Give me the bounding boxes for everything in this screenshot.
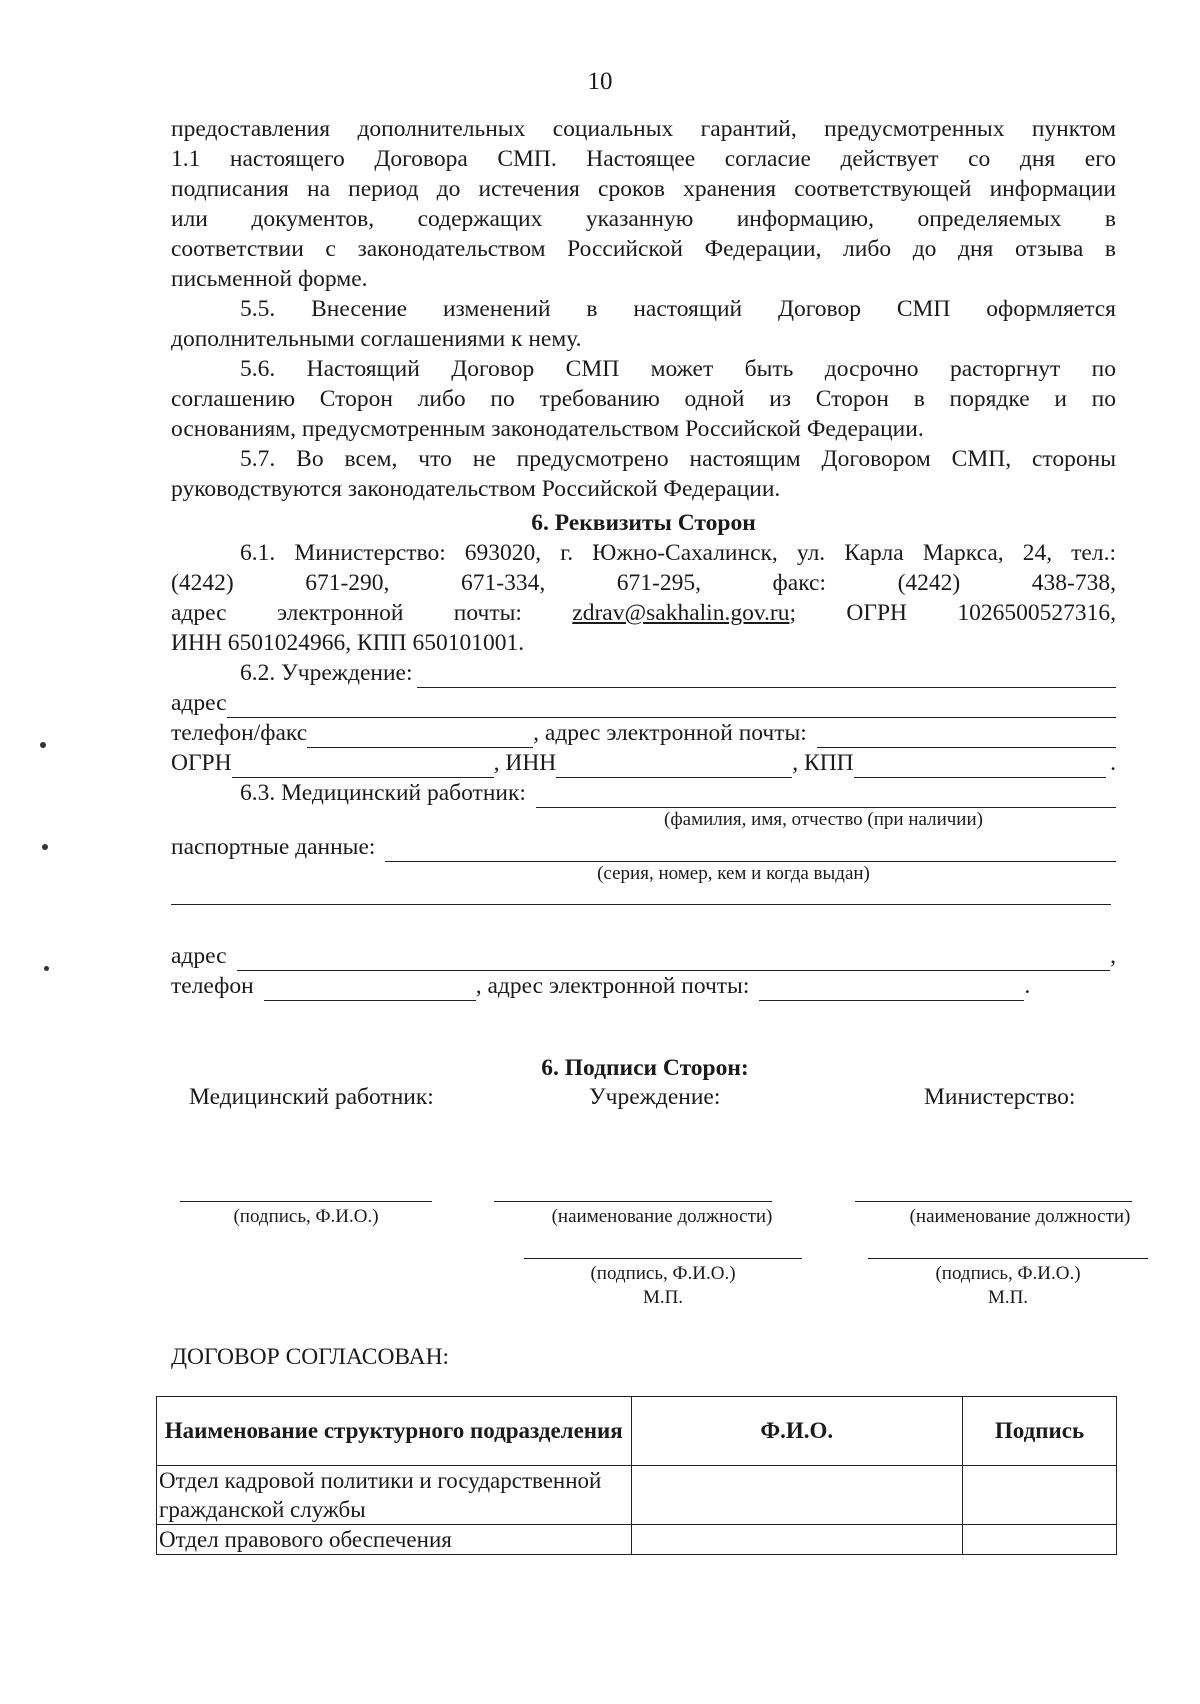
institution-signature-line[interactable] [524, 1258, 802, 1259]
institution-ogrn-field[interactable] [232, 759, 494, 778]
approval-table [156, 1396, 1117, 1555]
address-label: адрес [171, 690, 227, 716]
email-label: , адрес электронной почты: [475, 973, 750, 999]
table-header-row [157, 1397, 1117, 1466]
table-cell-signature[interactable] [963, 1525, 1117, 1555]
institution-signature-label: Учреждение: [589, 1084, 721, 1110]
inn-label: , ИНН [493, 750, 557, 776]
institution-contacts-line [171, 718, 1116, 748]
passport-caption: (серия, номер, кем и когда выдан) [597, 863, 870, 884]
medic-email-field[interactable] [759, 982, 1024, 1001]
approved-label: ДОГОВОР СОГЛАСОВАН: [171, 1344, 450, 1370]
medic-phone-field[interactable] [264, 982, 476, 1001]
ministry-signature-line[interactable] [868, 1258, 1148, 1259]
passport-label: паспортные данные: [171, 834, 376, 860]
table-cell-signature[interactable] [963, 1466, 1117, 1525]
table-row [157, 1466, 1117, 1525]
ogrn-text: ; ОГРН 1026500527316, [789, 600, 1116, 626]
kpp-label: , КПП [792, 750, 854, 776]
medic-signature-label: Медицинский работник: [189, 1084, 434, 1110]
ogrn-label: ОГРН [171, 750, 232, 776]
scan-speck [40, 742, 46, 748]
medic-signature-caption: (подпись, Ф.И.О.) [233, 1206, 379, 1227]
ministry-position-caption: (наименование должности) [909, 1206, 1131, 1227]
institution-address-field[interactable] [227, 695, 1116, 718]
para-5-4-line: подписания на период до истечения сроков хранения соответствующей информации [171, 176, 1116, 202]
table-cell-department: Отдел правового обеспечения [157, 1525, 632, 1555]
table-row [157, 1525, 1117, 1555]
para-6-1-line: (4242) 671-290, 671-334, 671-295, факс: (4242) 438-738, [171, 570, 1116, 596]
para-5-4-line: предоставления дополнительных социальных гарантий, предусмотренных пунктом [171, 116, 1116, 142]
phone-label: телефон/факс [171, 720, 308, 746]
table-header: Наименование структурного подразделения [157, 1397, 632, 1466]
para-5-5-line: дополнительными соглашениями к нему. [171, 326, 582, 352]
para-5-7-line: руководствуются законодательством Российской Федерации. [171, 476, 781, 502]
medic-address-field[interactable] [237, 948, 1111, 971]
table-cell-fio[interactable] [631, 1466, 963, 1525]
email-link[interactable]: zdrav@sakhalin.gov.ru [572, 600, 790, 626]
para-6-1-line: ИНН 6501024966, КПП 650101001. [171, 630, 525, 656]
medic-signature-line[interactable] [180, 1201, 432, 1202]
medic-label: 6.3. Медицинский работник: [240, 780, 526, 806]
medic-line [171, 778, 1116, 808]
address-comma: , [1110, 943, 1116, 969]
institution-stamp: М.П. [642, 1287, 684, 1308]
email-label: , адрес электронной почты: [533, 720, 807, 746]
para-5-6-line: соглашению Сторон либо по требованию одной из Сторон в порядке и по [171, 386, 1116, 412]
end-dot: . [1024, 973, 1031, 999]
email-label: адрес электронной почты: [171, 600, 573, 626]
institution-ids-line [171, 748, 1116, 778]
para-5-4-line: 1.1 настоящего Договора СМП. Настоящее согласие действует со дня его [171, 146, 1116, 172]
table-cell-fio[interactable] [631, 1525, 963, 1555]
medic-address-line [171, 941, 1116, 971]
para-5-7-line: 5.7. Во всем, что не предусмотрено настоящим Договором СМП, стороны [240, 446, 1116, 472]
para-5-6-line: 5.6. Настоящий Договор СМП может быть досрочно расторгнут по [240, 356, 1116, 382]
signatures-title: 6. Подписи Сторон: [541, 1055, 749, 1081]
institution-field[interactable] [417, 665, 1117, 688]
ministry-position-line[interactable] [855, 1201, 1132, 1202]
table-header: Подпись [963, 1397, 1117, 1466]
institution-email-field[interactable] [817, 725, 1116, 748]
section-6-title: 6. Реквизиты Сторон [531, 510, 756, 536]
medic-name-field[interactable] [536, 785, 1116, 808]
para-5-4-line: соответствии с законодательством Российской Федерации, либо до дня отзыва в [171, 236, 1116, 262]
ministry-stamp: М.П. [987, 1287, 1029, 1308]
para-5-4-line: письменной форме. [171, 266, 368, 292]
table-cell-department: Отдел кадровой политики и государственной гражданской службы [157, 1466, 632, 1525]
page-number: 10 [587, 68, 613, 95]
institution-phone-field[interactable] [307, 729, 533, 748]
institution-position-caption: (наименование должности) [551, 1206, 773, 1227]
para-5-4-line: или документов, содержащих указанную информацию, определяемых в [171, 206, 1116, 232]
end-dot: . [1110, 750, 1116, 776]
passport-line [171, 832, 1116, 862]
ministry-signature-caption: (подпись, Ф.И.О.) [935, 1263, 1081, 1284]
document-body [171, 114, 1116, 1001]
table-header: Ф.И.О. [631, 1397, 963, 1466]
scan-speck [44, 966, 49, 971]
medic-contacts-line [171, 971, 1116, 1001]
scan-speck [42, 844, 48, 850]
passport-field[interactable] [385, 839, 1116, 862]
institution-kpp-field[interactable] [854, 755, 1106, 778]
para-6-1-line: 6.1. Министерство: 693020, г. Южно-Сахалинск, ул. Карла Маркса, 24, тел.: [240, 540, 1116, 566]
address-label: адрес [171, 943, 227, 969]
para-6-1-line [171, 598, 1116, 628]
ministry-signature-label: Министерство: [924, 1084, 1076, 1110]
para-5-6-line: основаниям, предусмотренным законодательством Российской Федерации. [171, 416, 924, 442]
phone-label: телефон [171, 973, 254, 999]
institution-inn-field[interactable] [556, 759, 792, 778]
institution-label: 6.2. Учреждение: [240, 660, 413, 686]
institution-signature-caption: (подпись, Ф.И.О.) [590, 1263, 736, 1284]
para-5-5-line: 5.5. Внесение изменений в настоящий Договор СМП оформляется [240, 296, 1116, 322]
institution-position-line[interactable] [494, 1201, 772, 1202]
institution-address-line [171, 688, 1116, 718]
institution-line [171, 658, 1116, 688]
medic-name-caption: (фамилия, имя, отчество (при наличии) [664, 809, 983, 830]
